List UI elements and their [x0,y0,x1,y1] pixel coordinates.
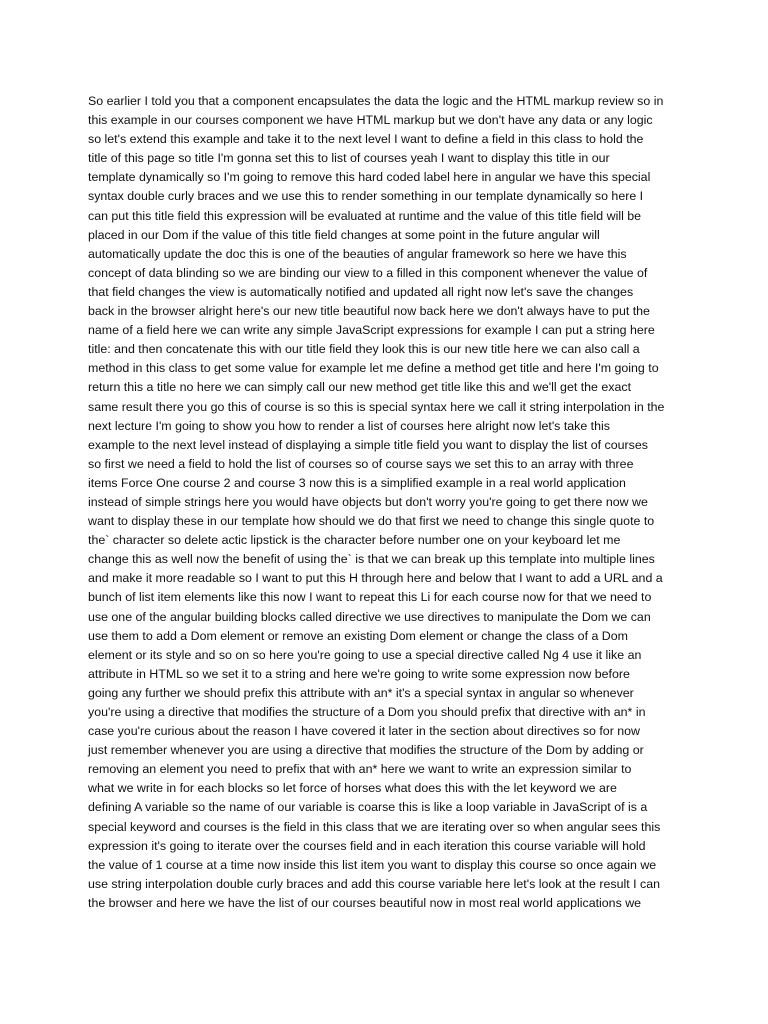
text-line: case you're curious about the reason I have covered it later in the section about directives so for now [88,724,640,739]
text-line: name of a field here we can write any simple JavaScript expressions for example I can put a string here [88,323,655,338]
text-line: title: and then concatenate this with our title field they look this is our new title here we can also call a [88,342,640,357]
text-line: the value of 1 course at a time now inside this list item you want to display this course so once again we [88,857,657,872]
text-line: use string interpolation double curly braces and add this course variable here let's look at the result I can [88,876,660,891]
text-line: the` character so delete actic lipstick is the character before number one on your keyboard let me [88,533,621,548]
text-line: element or its style and so on so here you're going to use a special directive called Ng 4 use it like an [88,647,642,662]
text-line: removing an element you need to prefix that with an* here we want to write an expression similar to [88,762,632,777]
text-line: this example in our courses component we have HTML markup but we don't have any data or any logic [88,113,653,128]
text-line: going any further we should prefix this attribute with an* it's a special syntax in angular so whenever [88,685,634,700]
text-line: back in the browser alright here's our new title beautiful now back here we don't always have to put the [88,304,650,319]
text-line: next lecture I'm going to show you how to render a list of courses here alright now let's take this [88,418,610,433]
text-line: and make it more readable so I want to put this H through here and below that I want to add a URL and a [88,571,663,586]
text-line: template dynamically so I'm going to remove this hard coded label here in angular we have this special [88,170,651,185]
text-line: use them to add a Dom element or remove an existing Dom element or change the class of a Dom [88,628,628,643]
text-line: special keyword and courses is the field in this class that we are iterating over so when angular sees this [88,819,661,834]
transcript-text [88,92,664,913]
text-line: instead of simple strings here you would have objects but don't worry you're going to get there now we [88,494,648,509]
text-line: attribute in HTML so we set it to a string and here we're going to write some expression now before [88,666,630,681]
text-line: that field changes the view is automatically notified and updated all right now let's save the changes [88,284,634,299]
text-line: change this as well now the benefit of using the` is that we can break up this template into multiple lines [88,552,655,567]
text-line: the browser and here we have the list of our courses beautiful now in most real world applications we [88,895,642,910]
text-line: example to the next level instead of displaying a simple title field you want to display the list of courses [88,437,648,452]
text-line: bunch of list item elements like this now I want to repeat this Li for each course now for that we need to [88,590,652,605]
text-line: so let's extend this example and take it to the next level I want to define a field in this class to hold the [88,132,644,147]
text-line: items Force One course 2 and course 3 now this is a simplified example in a real world application [88,475,626,490]
text-line: concept of data blinding so we are binding our view to a filled in this component whenever the value of [88,265,648,280]
text-line: placed in our Dom if the value of this title field changes at some point in the future angular will [88,227,600,242]
text-line: automatically update the doc this is one of the beauties of angular framework so here we have this [88,246,627,261]
text-line: defining A variable so the name of our variable is coarse this is like a loop variable in JavaScript of is a [88,800,648,815]
text-line: what we write in for each blocks so let force of horses what does this with the let keyword we are [88,781,617,796]
text-line: want to display these in our template how should we do that first we need to change this single quote to [88,514,655,529]
text-line: use one of the angular building blocks called directive we use directives to manipulate the Dom we can [88,609,651,624]
text-line: title of this page so title I'm gonna set this to list of courses yeah I want to display this title in our [88,151,610,166]
text-line: just remember whenever you are using a directive that modifies the structure of the Dom by adding or [88,743,644,758]
text-line: So earlier I told you that a component encapsulates the data the logic and the HTML markup review so in [88,94,664,108]
text-line: can put this title field this expression will be evaluated at runtime and the value of this title field will be [88,208,642,223]
text-line: so first we need a field to hold the list of courses so of course says we set this to an array with three [88,456,634,471]
text-line: method in this class to get some value for example let me define a method get title and here I'm going to [88,361,659,376]
text-line: return this a title no here we can simply call our new method get title like this and we'll get the exact [88,380,632,395]
text-line: same result there you go this of course is so this is special syntax here we call it string interpolation in the [88,399,665,414]
text-line: you're using a directive that modifies the structure of a Dom you should prefix that directive with an* in [88,705,646,719]
text-line: expression it's going to iterate over the courses field and in each iteration this course variable will hold [88,838,646,853]
text-line: syntax double curly braces and we use this to render something in our template dynamically so here I [88,189,644,204]
